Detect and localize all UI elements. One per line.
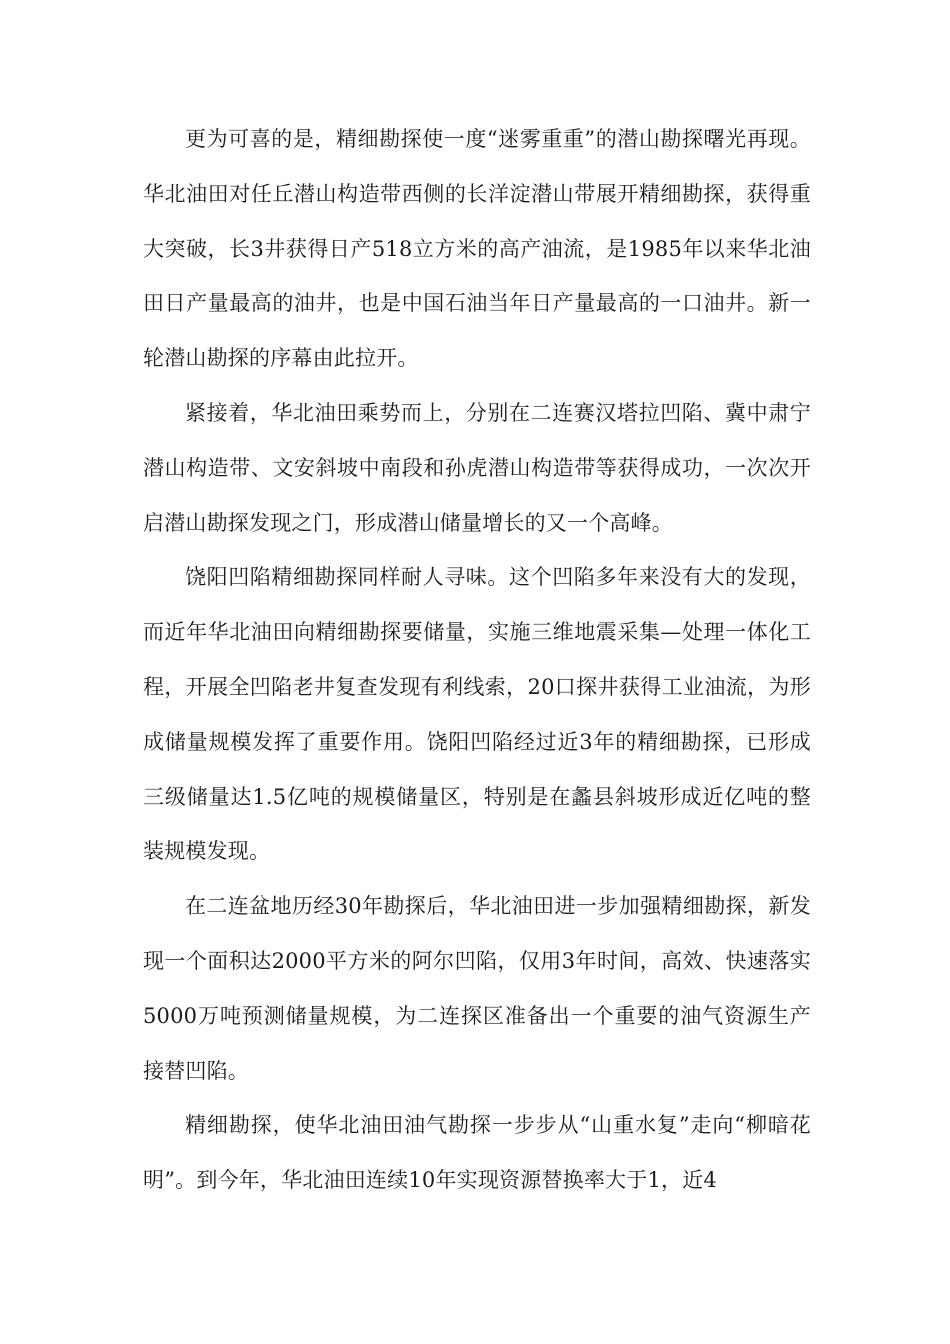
paragraph-4: 在二连盆地历经30年勘探后，华北油田进一步加强精细勘探，新发现一个面积达2000平方米的阿尔凹陷，仅用3年时间，高效、快速落实5000万吨预测储量规模，为二连探区准备出一个重要的油气资源生产接替凹陷。 — [143, 894, 811, 1083]
paragraph-1: 更为可喜的是，精细勘探使一度“迷雾重重”的潜山勘探曙光再现。华北油田对任丘潜山构造带西侧的长洋淀潜山带展开精细勘探，获得重大突破，长3井获得日产518立方米的高产油流，是1985年以来华北油田日产量最高的油井，也是中国石油当年日产量最高的一口油井。新一轮潜山勘探的序幕由此拉开。 — [143, 127, 811, 371]
paragraph-2: 紧接着，华北油田乘势而上，分别在二连赛汉塔拉凹陷、冀中肃宁潜山构造带、文安斜坡中南段和孙虎潜山构造带等获得成功，一次次开启潜山勘探发现之门，形成潜山储量增长的又一个高峰。 — [143, 400, 811, 535]
paragraph-5: 精细勘探，使华北油田油气勘探一步步从“山重水复”走向“柳暗花明”。到今年，华北油田连续10年实现资源替换率大于1，近4 — [143, 1113, 811, 1193]
paragraph-3: 饶阳凹陷精细勘探同样耐人寻味。这个凹陷多年来没有大的发现，而近年华北油田向精细勘探要储量，实施三维地震采集—处理一体化工程，开展全凹陷老井复查发现有利线索，20口探井获得工业油流，为形成储量规模发挥了重要作用。饶阳凹陷经过近3年的精细勘探，已形成三级储量达1.5亿吨的规模储量区，特别是在蠡县斜坡形成近亿吨的整装规模发现。 — [143, 565, 811, 864]
article-body — [143, 112, 811, 1208]
